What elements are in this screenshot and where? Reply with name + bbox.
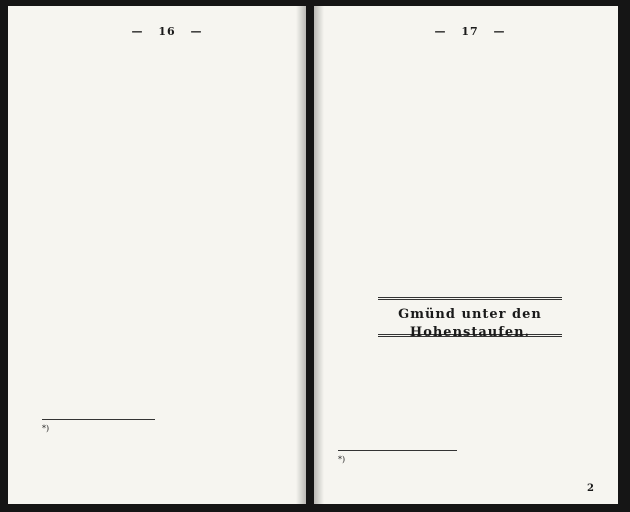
text-line [42, 86, 292, 99]
footnote-marker: *) [338, 455, 346, 465]
text-line [338, 431, 602, 444]
text-line [42, 300, 292, 313]
text-line [42, 149, 292, 162]
text-line [338, 419, 602, 432]
section-body-text [338, 343, 602, 444]
right-body-text [338, 48, 602, 287]
running-head-right [338, 22, 602, 42]
text-line [338, 86, 602, 99]
text-line [338, 212, 602, 225]
text-line [42, 124, 292, 137]
text-line [42, 375, 292, 388]
left-body-text [42, 48, 292, 413]
text-line [42, 136, 292, 149]
text-line [42, 287, 292, 300]
text-line [42, 224, 292, 237]
footnote-line [42, 435, 292, 445]
text-line [338, 174, 602, 187]
page-number-right: 17 [461, 25, 479, 38]
text-line [338, 124, 602, 137]
text-line [338, 61, 602, 74]
text-line [42, 61, 292, 74]
footnote-line [338, 476, 602, 486]
text-line [42, 312, 292, 325]
text-line [338, 394, 602, 407]
text-line [338, 275, 502, 288]
text-line [42, 187, 292, 200]
section-heading: Gmünd unter den Hohenstaufen. [398, 307, 542, 341]
text-line [42, 325, 292, 338]
text-line [42, 98, 197, 111]
running-head-dash: — [131, 25, 144, 38]
text-line [42, 275, 197, 288]
text-line [338, 187, 602, 200]
text-line [338, 406, 602, 419]
text-line [42, 250, 292, 263]
footnote-marker: *) [42, 424, 50, 434]
running-head-left [42, 22, 292, 42]
text-line [42, 401, 292, 414]
text-line [338, 98, 602, 111]
text-line [338, 262, 602, 275]
text-line [42, 388, 292, 401]
footnote-line [338, 465, 602, 475]
text-line [338, 161, 602, 174]
text-line [338, 368, 602, 381]
gutter-shadow-left [296, 6, 306, 504]
running-head-dash: — [434, 25, 447, 38]
signature-mark: 2 [587, 483, 594, 494]
running-head-dash: — [493, 25, 506, 38]
text-line [338, 48, 602, 61]
left-page [8, 6, 306, 504]
text-line [42, 48, 292, 61]
right-page [314, 6, 618, 504]
text-line [338, 356, 602, 369]
text-line [338, 73, 602, 86]
text-line [42, 212, 292, 225]
text-line [42, 111, 292, 124]
footnote-left [42, 424, 292, 455]
text-line [42, 338, 292, 351]
footnote-line [338, 486, 602, 496]
text-line [338, 381, 602, 394]
page-number-left: 16 [158, 25, 176, 38]
text-line [42, 174, 292, 187]
footnote-rule [42, 419, 155, 420]
text-line [338, 111, 602, 124]
running-head-dash: — [190, 25, 203, 38]
footnote-line [42, 445, 292, 455]
text-line [338, 237, 602, 250]
text-line [338, 149, 602, 162]
text-line [42, 199, 292, 212]
text-line [338, 224, 602, 237]
text-line [42, 161, 292, 174]
footnote-right [338, 455, 602, 497]
text-line [338, 343, 602, 356]
text-line [338, 250, 602, 263]
gutter-shadow-right [314, 6, 324, 504]
footnote-rule [338, 450, 457, 451]
text-line [42, 237, 292, 250]
text-line [42, 363, 292, 376]
text-line [338, 199, 602, 212]
section-rule [378, 297, 563, 300]
text-line [42, 350, 197, 363]
text-line [42, 262, 292, 275]
text-line [42, 73, 292, 86]
text-line [338, 136, 602, 149]
